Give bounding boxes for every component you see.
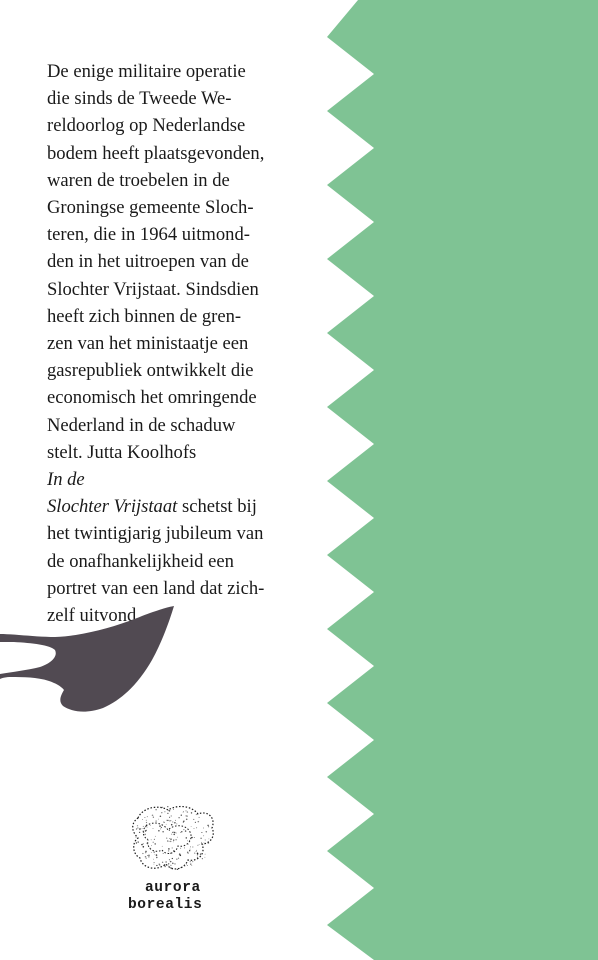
logo-stipple-dot <box>145 856 147 858</box>
logo-stipple-dot <box>183 812 184 813</box>
logo-stipple-dot <box>194 852 195 853</box>
logo-stipple-dot <box>146 824 147 825</box>
logo-stipple-dot <box>195 822 196 823</box>
logo-stipple-dot <box>172 847 173 848</box>
logo-stipple-dot <box>162 862 163 863</box>
logo-stipple-dot <box>181 831 182 832</box>
logo-stipple-dot <box>203 828 204 829</box>
logo-stipple-dot <box>200 838 201 839</box>
logo-stipple-dot <box>181 815 182 816</box>
logo-stipple-dot <box>154 862 155 863</box>
logo-stipple-dot <box>187 811 188 812</box>
logo-stipple-dot <box>147 838 148 839</box>
logo-stipple-dot <box>154 864 155 865</box>
logo-stipple-dot <box>167 806 168 807</box>
logo-stipple-dot <box>159 864 161 866</box>
logo-stipple-dot <box>170 867 172 869</box>
logo-stipple-dot <box>198 821 200 823</box>
logo-stipple-dot <box>191 826 192 827</box>
logo-stipple-dot <box>160 828 161 829</box>
blurb-line: den in het uitroepen van de <box>47 251 249 273</box>
logo-stipple-dot <box>163 853 164 854</box>
logo-stipple-dot <box>153 842 154 843</box>
logo-stipple-dot <box>146 822 147 823</box>
logo-stipple-dot <box>153 828 154 829</box>
logo-stipple-dot <box>174 863 176 865</box>
logo-stipple-dot <box>178 817 179 818</box>
logo-stipple-dot <box>167 820 168 821</box>
logo-stipple-dot <box>142 819 143 820</box>
logo-stipple-dot <box>169 830 170 831</box>
logo-stipple-dot <box>172 858 173 859</box>
logo-stipple-dot <box>201 832 202 833</box>
blurb-line: zelf uitvond. <box>47 605 141 627</box>
logo-stipple-dot <box>154 839 155 840</box>
logo-stipple-dot <box>139 828 140 829</box>
logo-stipple-dot <box>171 815 172 816</box>
logo-stipple-dot <box>169 859 170 860</box>
logo-stipple-dot <box>206 831 207 832</box>
logo-stipple-dot <box>147 827 148 828</box>
logo-stipple-dot <box>202 844 203 845</box>
logo-stipple-dot <box>156 857 157 858</box>
logo-stipple-dot <box>175 820 176 821</box>
logo-stipple-dot <box>160 815 162 817</box>
logo-stipple-dot <box>180 832 181 833</box>
logo-stipple-dot <box>194 837 195 838</box>
logo-stipple-dot <box>173 834 175 836</box>
logo-stipple-dot <box>193 819 194 820</box>
logo-stipple-dot <box>151 839 152 840</box>
blurb-line: Slochter Vrijstaat. Sindsdien <box>47 278 259 300</box>
logo-stipple-dot <box>168 810 169 811</box>
logo-stipple-dot <box>161 827 162 828</box>
logo-stipple-dot <box>172 868 174 870</box>
logo-stipple-dot <box>168 848 170 850</box>
logo-stipple-dot <box>158 819 159 820</box>
logo-stipple-dot <box>162 846 163 847</box>
logo-stipple-dot <box>154 854 155 855</box>
blurb-line: Nederland in de schaduw <box>47 414 236 436</box>
logo-stipple-dot <box>189 850 190 851</box>
logo-stipple-dot <box>187 851 189 853</box>
logo-stipple-dot <box>191 865 192 866</box>
logo-stipple-dot <box>190 861 191 862</box>
logo-stipple-dot <box>161 807 162 808</box>
logo-stipple-dot <box>197 855 198 856</box>
blurb-line: bodem heeft plaatsgevonden, <box>47 142 265 164</box>
logo-stipple-dot <box>165 861 166 862</box>
logo-stipple-dot <box>154 852 155 853</box>
logo-stipple-dot <box>170 841 172 843</box>
logo-stipple-dot <box>169 838 170 839</box>
blurb-line-title <box>47 493 307 520</box>
logo-stipple-dot <box>150 825 151 826</box>
logo-stipple-dot <box>173 809 174 810</box>
logo-stipple-dot <box>192 861 193 862</box>
logo-stipple-dot <box>164 866 165 867</box>
logo-stipple-dot <box>144 817 145 818</box>
logo-stipple-dot <box>139 832 140 833</box>
book-title-italic-part1: In de <box>47 469 85 491</box>
logo-stipple-dot <box>190 846 191 847</box>
logo-stipple-dot <box>153 859 154 860</box>
logo-stipple-dot <box>196 814 197 815</box>
blurb-line: economisch het omringende <box>47 387 257 409</box>
logo-stipple-dot <box>156 854 157 855</box>
logo-stipple-dot <box>156 865 157 866</box>
logo-stipple-dot <box>177 869 178 870</box>
logo-stipple-dot <box>186 837 188 839</box>
logo-stipple-dot <box>176 833 177 834</box>
blurb-line: het twintigjarig jubileum van <box>47 523 264 545</box>
logo-stipple-dot <box>161 812 162 813</box>
logo-stipple-dot <box>137 827 138 828</box>
logo-stipple-dot <box>170 861 171 862</box>
logo-stipple-dot <box>168 850 169 851</box>
logo-stipple-dot <box>166 824 167 825</box>
logo-stipple-dot <box>174 822 176 824</box>
logo-stipple-dot <box>196 850 197 851</box>
logo-stipple-dot <box>141 844 142 845</box>
blurb-line: portret van een land dat zich- <box>47 577 265 599</box>
logo-stipple-dot <box>185 810 186 811</box>
logo-stipple-dot <box>207 825 209 827</box>
logo-stipple-dot <box>154 843 156 845</box>
logo-stipple-dot <box>170 865 171 866</box>
logo-stipple-dot <box>176 823 177 824</box>
logo-stipple-dot <box>136 828 137 829</box>
logo-stipple-dot <box>173 842 174 843</box>
logo-stipple-dot <box>196 851 197 852</box>
logo-stipple-dot <box>138 841 139 842</box>
logo-stipple-dot <box>155 820 156 821</box>
logo-stipple-dot <box>169 817 170 818</box>
logo-stipple-dot <box>147 816 148 817</box>
logo-stipple-dot <box>190 864 191 865</box>
publisher-name <box>128 880 202 914</box>
blurb-line: gasrepubliek ontwikkelt die <box>47 360 254 382</box>
logo-stipple-dot <box>191 812 192 813</box>
logo-stipple-dot <box>167 840 168 841</box>
logo-stipple-dot <box>169 841 170 842</box>
blurb-line: teren, die in 1964 uitmond- <box>47 224 250 246</box>
logo-stipple-dot <box>162 831 163 832</box>
logo-stipple-dot <box>197 845 198 846</box>
logo-stipple-dot <box>140 828 141 829</box>
logo-stipple-dot <box>170 853 171 854</box>
logo-stipple-dot <box>148 855 149 856</box>
logo-stipple-dot <box>183 811 184 812</box>
logo-stipple-dot <box>201 842 202 843</box>
logo-stipple-dot <box>145 826 146 827</box>
logo-stipple-dot <box>158 830 160 832</box>
logo-stipple-dot <box>189 840 190 841</box>
logo-stipple-dot <box>176 858 177 859</box>
logo-stipple-dot <box>169 820 170 821</box>
logo-stipple-dot <box>178 858 179 859</box>
logo-stipple-dot <box>179 853 181 855</box>
leaf-icon <box>0 604 175 714</box>
logo-stipple-dot <box>172 863 174 865</box>
logo-stipple-dot <box>180 848 181 849</box>
logo-stipple-dot <box>144 834 146 836</box>
logo-stipple-dot <box>137 825 138 826</box>
logo-stipple-dot <box>180 867 181 868</box>
blurb-after-title: schetst bij <box>181 496 257 518</box>
logo-stipple-dot <box>146 820 147 821</box>
logo-stipple-dot <box>205 857 206 858</box>
logo-stipple-dot <box>204 842 205 843</box>
logo-stipple-dot <box>164 811 165 812</box>
logo-stipple-dot <box>167 813 168 814</box>
logo-stipple-dot <box>164 864 165 865</box>
logo-stipple-dot <box>185 866 186 867</box>
logo-stipple-dot <box>183 821 184 822</box>
logo-stipple-dot <box>203 835 204 836</box>
blurb-line: die sinds de Tweede We- <box>47 88 232 110</box>
logo-stipple-dot <box>175 839 176 840</box>
logo-stipple-dot <box>205 854 206 855</box>
logo-stipple-dot <box>146 830 147 831</box>
logo-stipple-dot <box>202 858 203 859</box>
blurb-text <box>47 58 307 629</box>
logo-stipple-dot <box>208 826 209 827</box>
logo-stipple-dot <box>173 850 174 851</box>
blurb-line: reldoorlog op Nederlandse <box>47 115 246 137</box>
logo-stipple-dot <box>197 857 198 858</box>
logo-stipple-dot <box>146 858 147 859</box>
logo-stipple-dot <box>187 865 188 866</box>
logo-stipple-dot <box>162 807 163 808</box>
logo-stipple-dot <box>155 836 156 837</box>
logo-stipple-dot <box>186 819 188 821</box>
zigzag-strip-shape <box>327 0 598 960</box>
logo-stipple-dot <box>185 815 186 816</box>
blurb-line: stelt. Jutta Koolhofs <box>47 441 197 463</box>
aurora-borealis-logo-icon <box>128 800 218 876</box>
logo-stipple-dot <box>159 825 160 826</box>
logo-stipple-dot <box>164 822 165 823</box>
logo-stipple-dot <box>196 814 197 815</box>
logo-stipple-dot <box>188 844 189 845</box>
logo-stipple-dot <box>173 832 174 833</box>
logo-stipple-dot <box>192 846 193 847</box>
blurb-line: heeft zich binnen de gren- <box>47 305 242 327</box>
logo-stipple-dot <box>191 837 193 839</box>
logo-stipple-dot <box>148 856 149 857</box>
logo-stipple-dot <box>197 853 199 855</box>
logo-stipple-dot <box>143 843 144 844</box>
logo-stipple-dot <box>208 842 209 843</box>
logo-stipple-dot <box>136 842 137 843</box>
logo-stipple-dot <box>170 838 172 840</box>
logo-stipple-dot <box>174 832 175 833</box>
logo-stipple-dot <box>143 826 144 827</box>
logo-stipple-dot <box>187 840 188 841</box>
logo-stipple-dot <box>200 853 201 854</box>
logo-stipple-dot <box>177 837 178 838</box>
logo-stipple-dot <box>170 820 171 821</box>
logo-stipple-dot <box>142 828 143 829</box>
logo-stipple-dot <box>153 817 154 818</box>
logo-stipple-dot <box>209 839 210 840</box>
logo-stipple-dot <box>151 852 152 853</box>
logo-stipple-dot <box>139 829 140 830</box>
logo-stipple-dot <box>135 837 136 838</box>
logo-stipple-dot <box>168 864 169 865</box>
logo-stipple-dot <box>166 837 167 838</box>
blurb-line: Groningse gemeente Sloch- <box>47 197 254 219</box>
logo-stipple-dot <box>142 853 143 854</box>
logo-stipple-dot <box>151 845 152 846</box>
blurb-line: zen van het ministaatje een <box>47 333 249 355</box>
logo-stipple-dot <box>183 822 184 823</box>
logo-stipple-dot <box>147 855 148 856</box>
logo-stipple-dot <box>143 832 144 833</box>
logo-stipple-dot <box>152 815 154 817</box>
logo-stipple-dot <box>171 834 172 835</box>
logo-stipple-dot <box>196 827 197 828</box>
logo-stipple-dot <box>194 828 195 829</box>
logo-stipple-dot <box>171 861 172 862</box>
logo-stipple-dot <box>172 821 173 822</box>
logo-stipple-dot <box>173 840 174 841</box>
logo-stipple-dot <box>145 851 147 853</box>
logo-stipple-dot <box>205 840 206 841</box>
logo-stipple-dot <box>185 830 186 831</box>
book-title-italic-part2: Slochter Vrijstaat <box>47 496 178 518</box>
publisher-name-line2: borealis <box>128 897 203 913</box>
logo-stipple-dot <box>155 809 156 810</box>
publisher-name-line1: aurora <box>145 880 201 896</box>
logo-stipple-dot <box>168 863 169 864</box>
logo-stipple-dot <box>147 843 148 844</box>
blurb-line: de onafhankelijkheid een <box>47 550 234 572</box>
logo-stipple-dot <box>150 848 151 849</box>
logo-stipple-dot <box>186 864 187 865</box>
logo-stipple-dot <box>183 829 184 830</box>
blurb-line: De enige militaire operatie <box>47 61 246 82</box>
logo-stipple-dot <box>184 847 185 848</box>
logo-stipple-dot <box>199 844 200 845</box>
blurb-line: waren de troebelen in de <box>47 169 230 191</box>
logo-stipple-dot <box>143 846 145 848</box>
logo-stipple-dot <box>147 844 148 845</box>
logo-stipple-dot <box>199 817 200 818</box>
logo-stipple-dot <box>166 820 167 821</box>
logo-stipple-dot <box>190 849 191 850</box>
blurb-line-title <box>47 466 307 493</box>
logo-stipple-dot <box>171 824 173 826</box>
